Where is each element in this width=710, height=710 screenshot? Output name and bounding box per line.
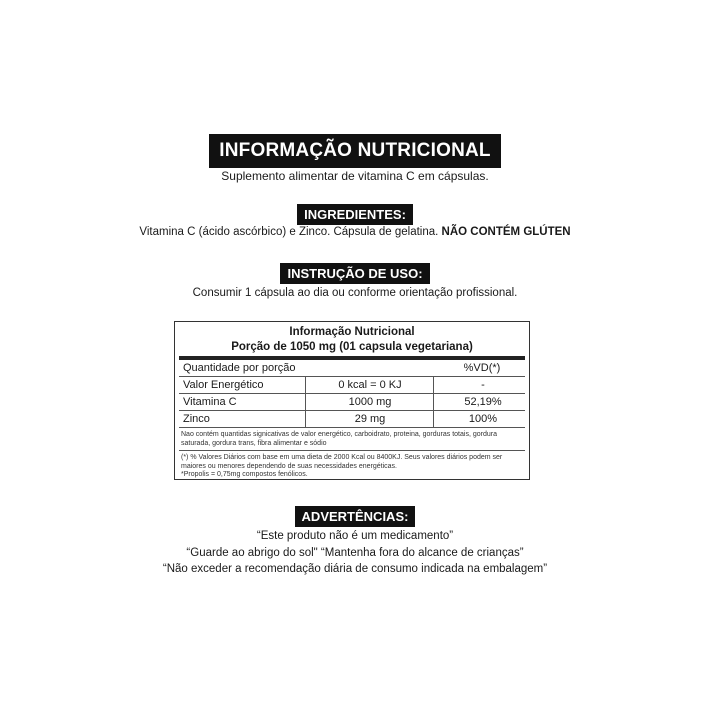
warning-line: “Este produto não é um medicamento”: [256, 530, 454, 542]
serving-size: Porção de 1050 mg (01 capsula vegetariana): [231, 341, 473, 353]
column-vd-label: %VD(*): [463, 362, 501, 374]
nutrition-table: [174, 321, 530, 480]
nutrition-table-header: [175, 322, 529, 356]
table-row: [179, 394, 525, 411]
nutrient-vd: -: [433, 377, 532, 393]
ingredients-text: [0, 226, 710, 238]
table-row: [179, 411, 525, 428]
table-row: [179, 377, 525, 394]
nutrient-amount: 0 kcal = 0 KJ: [305, 377, 434, 393]
nutrient-name: Vitamina C: [183, 396, 237, 408]
nutrient-name: Zinco: [183, 413, 210, 425]
nutrient-amount: 29 mg: [305, 411, 434, 427]
subtitle: Suplemento alimentar de vitamina C em cápsulas.: [221, 169, 489, 183]
ingredients-list: Vitamina C (ácido ascórbico) e Zinco. Cápsula de gelatina.: [139, 226, 439, 238]
warnings-section: [0, 506, 710, 527]
warnings-title: ADVERTÊNCIAS:: [295, 506, 416, 527]
footnote-daily-values: [179, 451, 525, 482]
nutrient-amount: 1000 mg: [305, 394, 434, 410]
column-amount-label: [305, 360, 433, 376]
nutrition-table-title: Informação Nutricional: [289, 326, 415, 338]
footnote-not-significant: Nao contém quantidas signicativas de valor energético, carboidrato, proteina, gorduras totais, gordura saturada, gordura trans, fibra alimentar e sódio: [179, 428, 525, 451]
footnote-daily-values-text: (*) % Valores Diários com base em uma dieta de 2000 Kcal ou 8400KJ. Seus valores diários podem ser maiores ou menores dependendo de suas necessidades energéticas.: [181, 454, 503, 470]
nutrient-vd: 52,19%: [433, 394, 532, 410]
column-quantity-label: Quantidade por porção: [183, 362, 296, 374]
footnote-propolis: *Propolis = 0,75mg compostos fenólicos.: [181, 471, 308, 478]
ingredients-section: [0, 204, 710, 225]
nutrient-name: Valor Energético: [183, 379, 264, 391]
usage-text: Consumir 1 cápsula ao dia ou conforme orientação profissional.: [192, 287, 518, 299]
main-title: [0, 134, 710, 168]
main-title-banner: INFORMAÇÃO NUTRICIONAL: [209, 134, 500, 168]
gluten-free-notice: NÃO CONTÉM GLÚTEN: [441, 226, 571, 238]
warning-line: “Guarde ao abrigo do sol" “Mantenha fora do alcance de crianças”: [186, 547, 524, 559]
usage-section: [0, 263, 710, 284]
warning-line: “Não exceder a recomendação diária de consumo indicada na embalagem”: [162, 563, 548, 575]
table-header-row: [179, 360, 525, 377]
ingredients-title: INGREDIENTES:: [297, 204, 413, 225]
nutrient-vd: 100%: [433, 411, 532, 427]
usage-title: INSTRUÇÃO DE USO:: [280, 263, 429, 284]
